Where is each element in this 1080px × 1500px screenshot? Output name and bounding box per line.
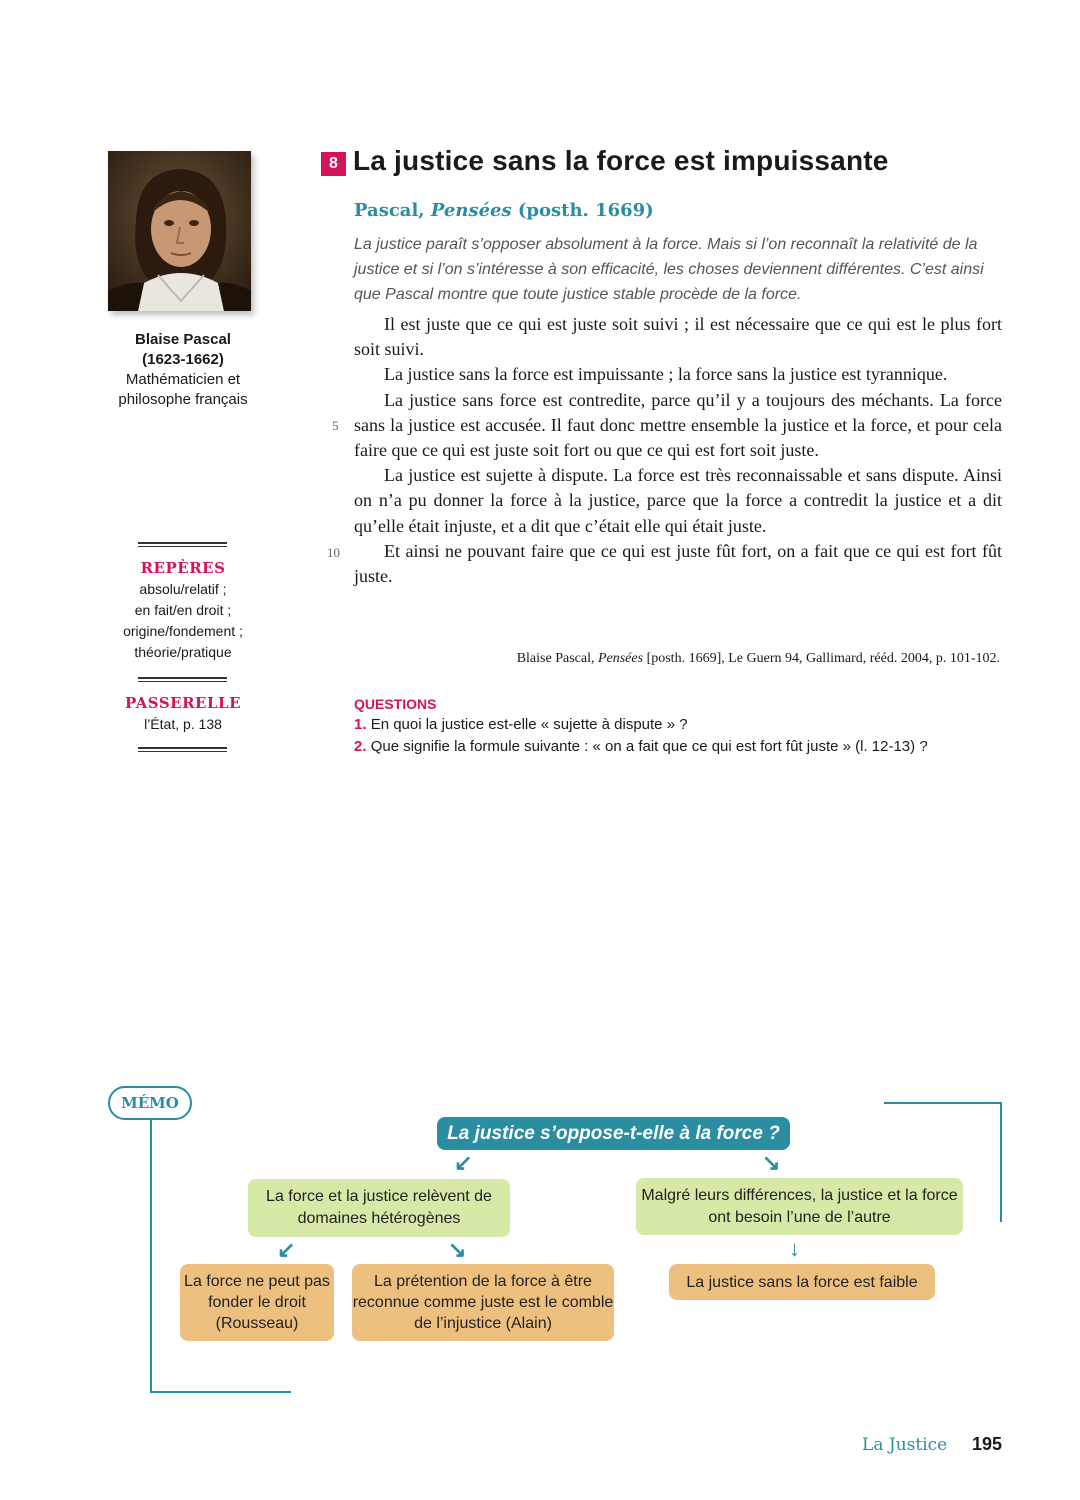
question-text: Que signifie la formule suivante : « on a fait que ce qui est fort fût juste » (l. 12-13) ? — [370, 738, 928, 755]
question-number: 1. — [354, 716, 367, 733]
divider — [138, 677, 227, 682]
arrow-down-left-icon: ↙ — [277, 1237, 296, 1262]
passerelle-box — [108, 693, 258, 735]
question-item — [354, 738, 928, 755]
arrow-down-right-icon: ↘ — [762, 1150, 781, 1175]
document-title: La justice sans la force est impuissante — [353, 145, 889, 176]
source-date: (posth. 1669) — [517, 200, 654, 221]
question-text: En quoi la justice est-elle « sujette à dispute » ? — [370, 716, 688, 733]
pascal-portrait — [108, 151, 251, 311]
line-number: 10 — [327, 545, 340, 560]
reperes-heading: REPÈRES — [140, 559, 226, 577]
text-paragraph: La justice sans la force est impuissante ; la force sans la justice est tyrannique. — [384, 364, 948, 385]
memo-bracket-line — [150, 1391, 291, 1393]
text-paragraph: La justice est sujette à dispute. La force est très reconnaissable et sans dispute. Ainsi on n’a pu donner la force à la justice, parce que la force a contredit la justice et a dit qu’elle était injuste, et a dit que c’était elle qui était juste. — [354, 465, 1002, 536]
page-number: 195 — [971, 1434, 1002, 1454]
bibliographic-reference — [354, 651, 1000, 667]
document-text — [354, 312, 1002, 589]
memo-branch-right: Malgré leurs différences, la justice et la force ont besoin l’une de l’autre — [636, 1178, 963, 1235]
portrait-caption — [108, 330, 258, 410]
caption-role: Mathématicien et — [125, 371, 241, 388]
text-paragraph: La justice sans force est contredite, parce qu’il y a toujours des méchants. La force sans la justice est accusée. Il faut donc mettre ensemble la justice et la force, et pour cela faire que ce qui est juste soit fort ou que ce qui est fort soit juste. — [354, 389, 1002, 461]
caption-role: philosophe français — [118, 391, 248, 408]
text-paragraph: Et ainsi ne pouvant faire que ce qui est juste fût fort, on a fait que ce qui est fort fût juste. — [354, 540, 1002, 587]
arrow-down-icon: ↓ — [789, 1236, 800, 1261]
document-number: 8 — [321, 152, 346, 176]
arrow-down-right-icon: ↘ — [448, 1237, 467, 1262]
portrait-image — [108, 151, 251, 311]
page-footer — [862, 1434, 1002, 1455]
question-item — [354, 716, 688, 733]
memo-leaf-rousseau: La force ne peut pas fonder le droit (Rousseau) — [180, 1264, 334, 1341]
memo-question: La justice s’oppose-t-elle à la force ? — [437, 1117, 790, 1150]
document-source — [354, 200, 654, 221]
passerelle-heading: PASSERELLE — [124, 694, 242, 712]
memo-branch-left: La force et la justice relèvent de domaines hétérogènes — [248, 1179, 510, 1237]
reperes-item: en fait/en droit ; — [134, 602, 232, 618]
reference-details: [posth. 1669], Le Guern 94, Gallimard, rééd. 2004, p. 101-102. — [646, 651, 1000, 666]
memo-leaf-alain: La prétention de la force à être reconnue comme juste est le comble de l’injustice (Alain) — [352, 1264, 614, 1341]
source-work: Pensées — [430, 200, 512, 221]
arrow-down-left-icon: ↙ — [454, 1150, 473, 1175]
memo-corner-line — [884, 1102, 1002, 1104]
reperes-item: absolu/relatif ; — [139, 581, 227, 597]
memo-label: MÉMO — [108, 1086, 192, 1120]
passerelle-link[interactable]: l’État, p. 138 — [144, 716, 222, 732]
document-intro: La justice paraît s’opposer absolument à la force. Mais si l’on reconnaît la relativité de la justice et si l’on s’intéresse à son efficacité, les choses deviennent différentes. C’est ainsi que Pascal montre que toute justice stable procède de la force. — [354, 236, 984, 303]
memo-corner-line — [1000, 1102, 1002, 1222]
reperes-box — [108, 558, 258, 663]
question-number: 2. — [354, 738, 367, 755]
reference-work: Pensées — [597, 651, 644, 666]
divider — [138, 542, 227, 547]
memo-leaf-pascal: La justice sans la force est faible — [669, 1264, 935, 1300]
questions-heading: QUESTIONS — [354, 696, 437, 712]
divider — [138, 747, 227, 752]
caption-name: Blaise Pascal — [135, 331, 231, 348]
reperes-item: théorie/pratique — [134, 644, 232, 660]
memo-bracket-line — [150, 1120, 152, 1393]
source-author: Pascal, — [354, 200, 425, 221]
chapter-name: La Justice — [862, 1435, 948, 1455]
caption-dates: (1623-1662) — [142, 351, 224, 368]
line-number: 5 — [332, 418, 339, 433]
text-paragraph: Il est juste que ce qui est juste soit suivi ; il est nécessaire que ce qui est le plus fort soit suivi. — [354, 314, 1002, 360]
reperes-item: origine/fondement ; — [123, 623, 243, 639]
reference-author: Blaise Pascal, — [516, 651, 595, 666]
